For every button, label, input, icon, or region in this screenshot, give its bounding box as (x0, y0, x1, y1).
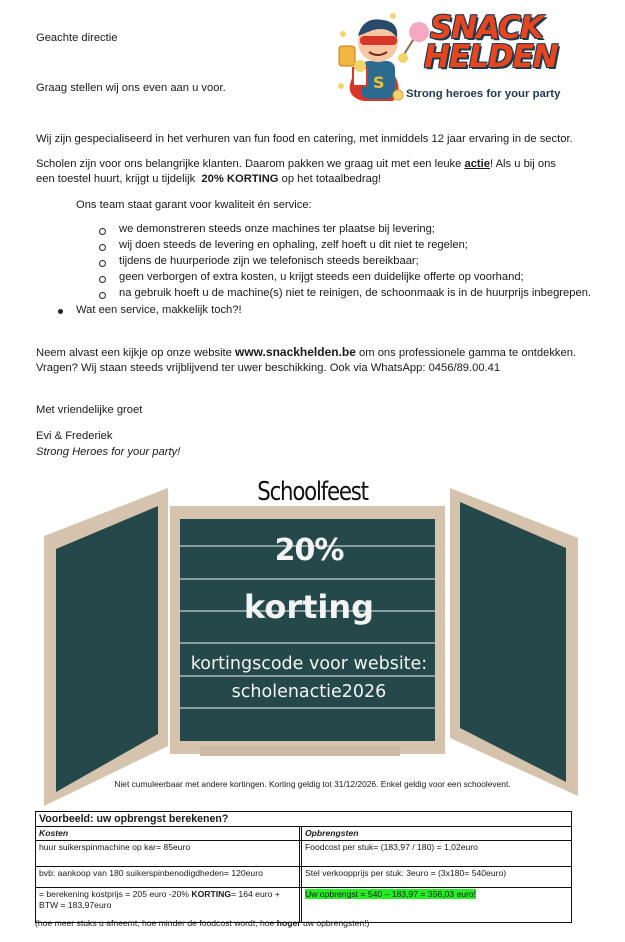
table-total-row (36, 888, 571, 922)
offer-text-a: Scholen zijn voor ons belangrijke klanten. Daarom pakken we graag uit met een leuke (36, 158, 465, 170)
team-intro: Ons team staat garant voor kwaliteit én service: (76, 199, 312, 211)
total-revenue-cell (302, 888, 571, 922)
service-item: geen verborgen of extra kosten, u krijgt steeds een duidelijke offerte op voorhand; (119, 271, 524, 283)
circle-bullet-icon (99, 260, 106, 267)
column-header-revenue: Opbrengsten (305, 828, 359, 838)
offer-text-d: op het totaalbedrag! (278, 173, 382, 185)
logo-word-snack: SNACK (430, 10, 544, 46)
closing: Met vriendelijke groet (36, 404, 143, 416)
cost-cell: bvb: aankoop van 180 suikerspinbenodigdheden= 120euro (36, 867, 302, 887)
disc-bullet-icon (58, 309, 63, 314)
service-closing: Wat een service, makkelijk toch?! (76, 304, 242, 316)
website-text-b: om ons professionele gamma te ontdekken. (355, 347, 577, 359)
footnote-text-a: (hoe meer stuks u afneemt, hoe minder de foodcost wordt, hoe (35, 918, 277, 928)
logo-wordmark (424, 10, 558, 75)
promo-code-label: kortingscode voor website: (190, 654, 428, 674)
logo-word-helden: HELDEN (424, 39, 558, 75)
paragraph-offer-line2 (36, 172, 381, 187)
table-header-row (36, 827, 571, 841)
chalk-tray (200, 746, 400, 756)
total-cost-text-b: = 164 euro + BTW = 183,97euro (39, 889, 280, 910)
popcorn-icon (391, 88, 405, 102)
contact-line: Vragen? Wij staan steeds vrijblijvend ter uwer beschikking. Ook via WhatsApp: 0456/89.00.41 (36, 362, 501, 374)
table-row (36, 841, 571, 867)
total-cost-cell (36, 888, 302, 922)
service-item: tijdens de huurperiode zijn we telefonisch steeds bereikbaar; (119, 255, 419, 267)
offer-text-c: een toestel huurt, krijgt u tijdelijk (36, 173, 202, 185)
promo-code: scholenactie2026 (231, 682, 387, 702)
footnote-text-b: uw opbrengsten!) (300, 918, 370, 928)
revenue-cell: Foodcost per stuk= (183,97 / 180) = 1,02euro (305, 842, 478, 852)
circle-bullet-icon (99, 292, 106, 299)
total-revenue-highlight: Uw opbrengst = 540 – 183,97 = 356,03 euro! (305, 889, 477, 899)
intro-text: Graag stellen wij ons even aan u voor. (36, 82, 226, 94)
promo-korting: korting (243, 588, 375, 626)
signers: Evi & Frederiek (36, 430, 113, 442)
website-line (36, 345, 576, 361)
service-item: wij doen steeds de levering en ophaling, zelf hoeft u dit niet te regelen; (119, 239, 468, 251)
actie-text: actie (464, 158, 490, 170)
website-text-a: Neem alvast een kijkje op onze website (36, 347, 235, 359)
motto: Strong Heroes for your party! (36, 446, 181, 458)
promo-disclaimer: Niet cumuleerbaar met andere kortingen. Korting geldig tot 31/12/2026. Enkel geldig voor een schoolevent. (114, 779, 511, 789)
table-row (36, 867, 571, 888)
service-item: we demonstreren steeds onze machines ter plaatse bij levering; (119, 223, 435, 235)
logo-tagline: Strong heroes for your party (406, 88, 561, 100)
circle-bullet-icon (99, 276, 106, 283)
circle-bullet-icon (99, 228, 106, 235)
promo-percent: 20% (274, 533, 344, 568)
total-cost-korting: KORTING (191, 889, 232, 899)
column-header-costs: Kosten (36, 827, 302, 840)
footnote (35, 918, 369, 929)
svg-text:S: S (373, 73, 385, 92)
footnote-hoger: hoger (276, 918, 301, 928)
cost-cell: huur suikerspinmachine op kar= 85euro (36, 841, 302, 866)
total-cost-text-a: = berekening kostprijs = 205 euro -20% (39, 889, 192, 899)
promo-title: Schoolfeest (257, 477, 368, 507)
revenue-cell: Stel verkoopprijs per stuk: 3euro = (3x180= 540euro) (305, 868, 507, 878)
paragraph-experience: Wij zijn gespecialiseerd in het verhuren van fun food en catering, met inmiddels 12 jaar ervaring in de sector. (36, 133, 573, 145)
salutation: Geachte directie (36, 32, 118, 44)
korting-text: 20% KORTING (201, 173, 279, 185)
table-title: Voorbeeld: uw opbrengst berekenen? (36, 812, 571, 827)
chalkboard-image (40, 476, 600, 806)
website-link[interactable]: www.snackhelden.be (235, 345, 356, 359)
circle-bullet-icon (99, 244, 106, 251)
service-item: na gebruik hoeft u de machine(s) niet te reinigen, de schoonmaak is in de huurprijs inbegrepen. (119, 287, 592, 299)
revenue-calculation-table (35, 811, 572, 923)
offer-text-b: ! Als u bij ons (489, 158, 556, 170)
paragraph-offer-line1 (36, 157, 556, 172)
